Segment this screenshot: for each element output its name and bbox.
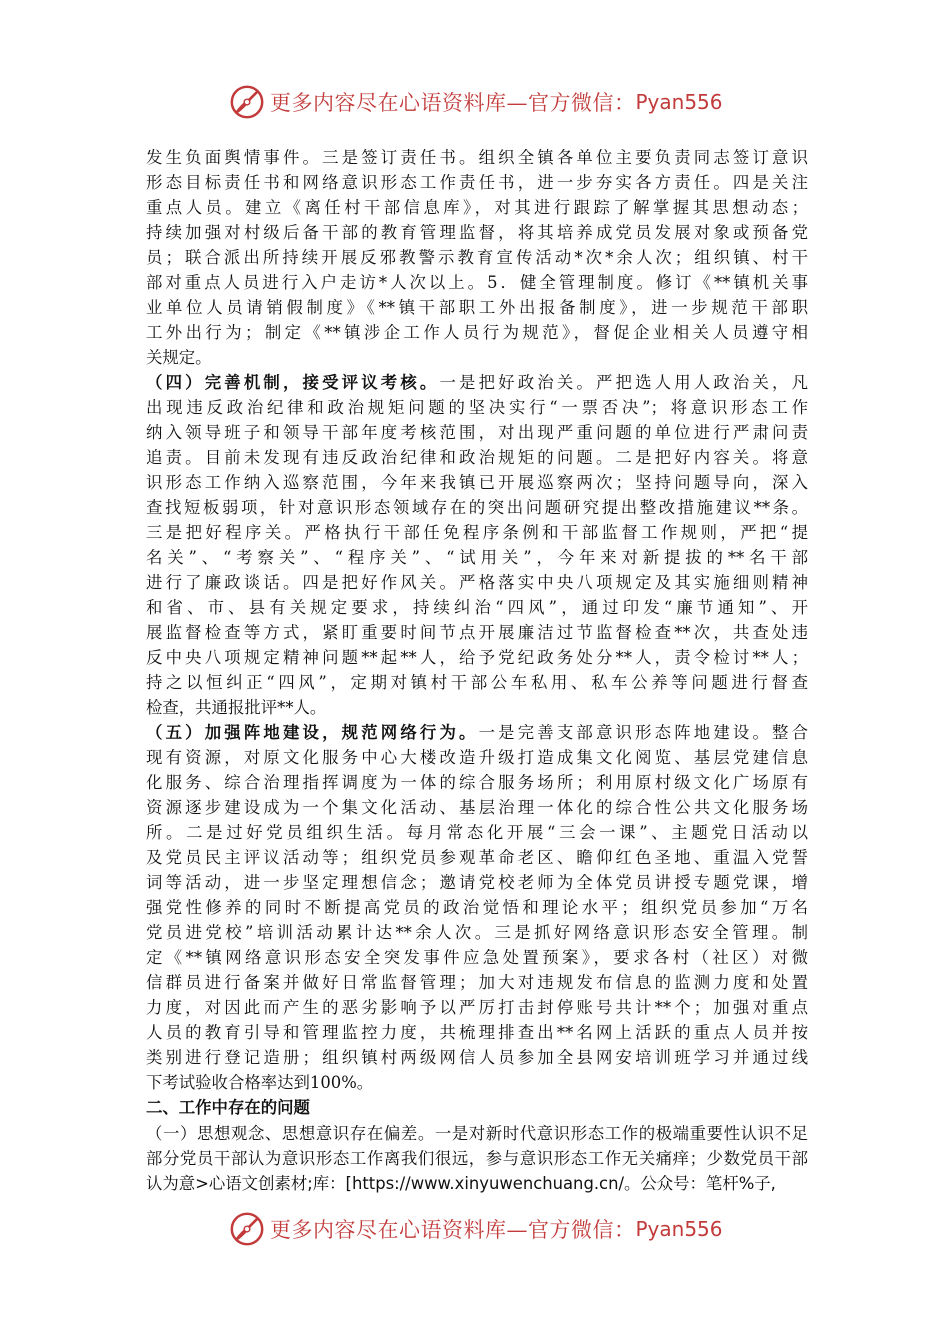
text-line: 工外出行为；制定《**镇涉企工作人员行为规范》，督促企业相关人员遵守相 (146, 323, 808, 342)
text-line: 持之以恒纠正“四风”，定期对镇村干部公车私用、私车公养等问题进行督查 (146, 673, 808, 692)
text-line: 定《**镇网络意识形态安全突发事件应急处置预案》，要求各村（社区）对微 (146, 948, 808, 967)
text-line: 类别进行登记造册；组织镇村两级网信人员参加全县网安培训班学习并通过线 (146, 1048, 808, 1067)
text-line (146, 370, 808, 395)
header-banner (228, 82, 748, 122)
text-line: 人员的教育引导和管理监控力度，共梳理排查出**名网上活跃的重点人员并按 (146, 1023, 808, 1042)
paragraph-problems (146, 1121, 808, 1196)
text-line: 词等活动，进一步坚定理想信念；邀请党校老师为全体党员讲授专题党课，增 (146, 873, 808, 892)
paragraph-position (146, 720, 808, 1095)
text-line: 出现违反政治纪律和政治规矩问题的坚决实行“一票否决”；将意识形态工作 (146, 398, 808, 417)
banner-text: 更多内容尽在心语资料库—官方微信： (270, 1218, 636, 1242)
brush-logo-icon (228, 83, 266, 121)
text-line: 力度，对因此而产生的恶劣影响予以严厉打击封停账号共计**个；加强对重点 (146, 998, 808, 1017)
text-line: 所。二是过好党员组织生活。每月常态化开展“三会一课”、主题党日活动以 (146, 823, 808, 842)
text-line: 查找短板弱项，针对意识形态领域存在的突出问题研究提出整改措施建议**条。 (146, 498, 808, 517)
text-line: 部分党员干部认为意识形态工作离我们很远，参与意识形态工作无关痛痒；少数党员干部 (146, 1149, 808, 1168)
text-line: 纳入领导班子和领导干部年度考核范围，对出现严重问题的单位进行严肃问责 (146, 423, 808, 442)
text-line: 三是把好程序关。严格执行干部任免程序条例和干部监督工作规则，严把“提 (146, 523, 808, 542)
text-run: 一是完善支部意识形态阵地建设。整合 (478, 723, 809, 742)
text-line: 检查，共通报批评**人。 (146, 698, 327, 717)
text-line: 资源逐步建设成为一个集文化活动、基层治理一体化的综合性公共文化服务场 (146, 798, 808, 817)
text-line: 信群员进行备案并做好日常监督管理；加大对违规发布信息的监测力度和处置 (146, 973, 808, 992)
paragraph-mechanism (146, 370, 808, 720)
text-line: 形态目标责任书和网络意识形态工作责任书，进一步夯实各方责任。四是关注 (146, 173, 808, 192)
text-line: 追责。目前未发现有违反政治纪律和政治规矩的问题。二是把好内容关。将意 (146, 448, 808, 467)
text-line: 进行了廉政谈话。四是把好作风关。严格落实中央八项规定及其实施细则精神 (146, 573, 808, 592)
section-heading-4: （四）完善机制，接受评议考核。 (146, 373, 440, 392)
text-line: 认为意>心语文创素材;库：[https://www.xinyuwenchuang.cn/。公众号：笔杆%子, (146, 1174, 776, 1193)
text-line: 展监督检查等方式，紧盯重要时间节点开展廉洁过节监督检查**次，共查处违 (146, 623, 808, 642)
text-line: 下考试验收合格率达到100%。 (146, 1073, 374, 1092)
text-line: 识形态工作纳入巡察范围，今年来我镇已开展巡察两次；坚持问题导向，深入 (146, 473, 808, 492)
text-line: 强党性修养的同时不断提高党员的政治觉悟和理论水平；组织党员参加“万名 (146, 898, 808, 917)
text-line: 名关”、“考察关”、“程序关”、“试用关”，今年来对新提拔的**名干部 (146, 548, 808, 567)
text-line: 党员进党校”培训活动累计达**余人次。三是抓好网络意识形态安全管理。制 (146, 923, 808, 942)
wechat-id: Pyan556 (635, 90, 723, 114)
text-line: 员；联合派出所持续开展反邪教警示教育宣传活动*次*余人次；组织镇、村干 (146, 248, 808, 267)
text-line: 现有资源，对原文化服务中心大楼改造升级打造成集文化阅览、基层党建信息 (146, 748, 808, 767)
text-line: 化服务、综合治理指挥调度为一体的综合服务场所；利用原村级文化广场原有 (146, 773, 808, 792)
text-line (146, 720, 808, 745)
section-heading-5: （五）加强阵地建设，规范网络行为。 (146, 723, 479, 742)
text-line: （一）思想观念、思想意识存在偏差。一是对新时代意识形态工作的极端重要性认识不足 (146, 1124, 808, 1143)
text-line: 重点人员。建立《离任村干部信息库》，对其进行跟踪了解掌握其思想动态； (146, 198, 808, 217)
paragraph-management (146, 145, 808, 370)
brush-logo-icon (228, 1210, 266, 1248)
text-line: 反中央八项规定精神问题**起**人，给予党纪政务处分**人，责令检讨**人； (146, 648, 808, 667)
text-line: 关规定。 (146, 348, 212, 367)
text-run: 一是把好政治关。严把选人用人政治关，凡 (439, 373, 809, 392)
document-body (146, 145, 808, 1196)
text-line: 发生负面舆情事件。三是签订责任书。组织全镇各单位主要负责同志签订意识 (146, 148, 808, 167)
text-line: 部对重点人员进行入户走访*人次以上。5．健全管理制度。修订《**镇机关事 (146, 273, 808, 292)
section-title: 二、工作中存在的问题 (146, 1098, 310, 1117)
wechat-id: Pyan556 (635, 1217, 723, 1241)
text-line: 业单位人员请销假制度》《**镇干部职工外出报备制度》，进一步规范干部职 (146, 298, 808, 317)
banner-text: 更多内容尽在心语资料库—官方微信： (270, 91, 636, 115)
text-line: 持续加强对村级后备干部的教育管理监督，将其培养成党员发展对象或预备党 (146, 223, 808, 242)
text-line: 和省、市、县有关规定要求，持续纠治“四风”，通过印发“廉节通知”、开 (146, 598, 808, 617)
footer-banner (228, 1209, 748, 1249)
text-line: 及党员民主评议活动等；组织党员参观革命老区、瞻仰红色圣地、重温入党誓 (146, 848, 808, 867)
